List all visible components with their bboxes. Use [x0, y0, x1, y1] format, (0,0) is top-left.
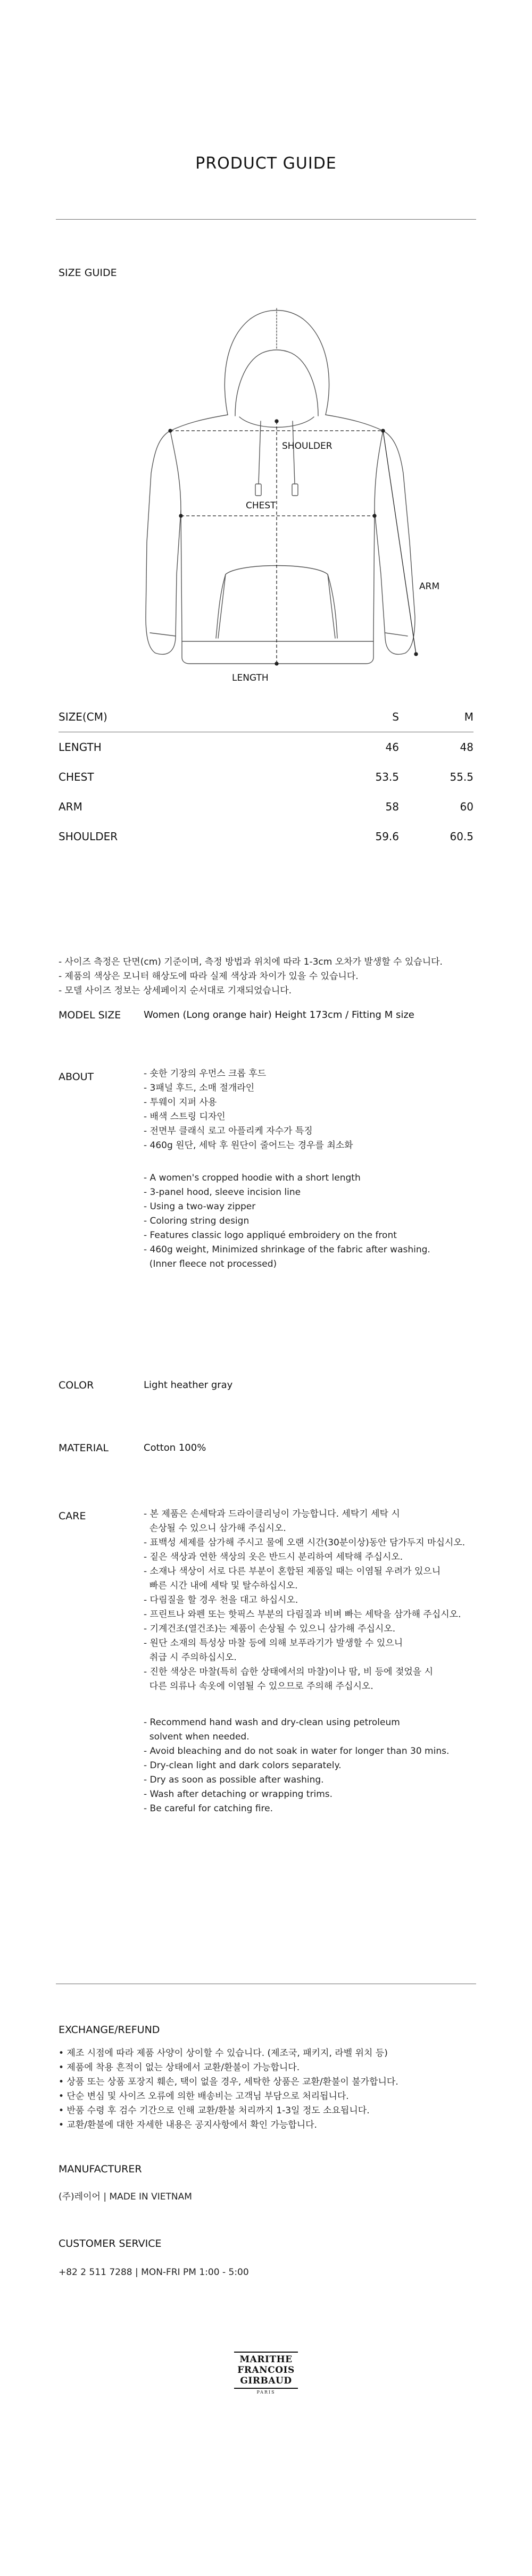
manufacturer-heading: MANUFACTURER: [59, 2163, 142, 2175]
material-value: Cotton 100%: [144, 1442, 206, 1453]
length-label: LENGTH: [232, 673, 269, 683]
shoulder-label: SHOULDER: [282, 441, 332, 451]
size-value: 60.5: [450, 830, 473, 843]
size-table-header: [59, 702, 473, 732]
hood-opening: [235, 350, 318, 416]
customer-service-value: +82 2 511 7288 | MON-FRI PM 1:00 - 5:00: [59, 2267, 249, 2278]
note-line: - 제품의 색상은 모니터 해상도에 따라 실제 색상과 차이가 있을 수 있습니다.: [59, 971, 359, 982]
care-line: - Dry-clean light and dark colors separately.: [144, 1760, 342, 1771]
logo-sub: PARIS: [256, 2390, 276, 2395]
body-left: [146, 415, 228, 654]
care-line: - Be careful for catching fire.: [144, 1803, 273, 1814]
size-guide-heading: SIZE GUIDE: [59, 267, 117, 279]
care-line: solvent when needed.: [144, 1732, 250, 1742]
body-right: [326, 415, 415, 654]
hem: [182, 638, 373, 664]
table-row: [59, 792, 473, 822]
care-line: - 소재나 색상이 서로 다른 부분이 혼합된 제품일 때는 이염될 우려가 있으니: [144, 1566, 441, 1577]
note-line: - 모델 사이즈 정보는 상세페이지 순서대로 기재되었습니다.: [59, 985, 292, 996]
care-line: - 기계건조(열건조)는 제품이 손상될 수 있으니 삼가해 주십시오.: [144, 1624, 396, 1634]
list-item: • 반품 수령 후 검수 기간으로 인해 교환/환불 처리까지 1-3일 정도 소요됩니다.: [59, 2105, 370, 2116]
logo-line: MARITHE: [234, 2352, 298, 2365]
care-english: [144, 1716, 473, 1816]
care-line: 손상될 수 있으니 삼가해 주십시오.: [144, 1523, 286, 1534]
about-line: - Coloring string design: [144, 1216, 250, 1226]
size-header-cell: SIZE(CM): [59, 710, 107, 723]
exchange-refund-list: [59, 2046, 479, 2132]
arm-measure-line: [383, 431, 416, 654]
arm-label: ARM: [419, 581, 440, 592]
about-line: - 3-panel hood, sleeve incision line: [144, 1187, 301, 1198]
about-line: - 3패널 후드, 소매 절개라인: [144, 1083, 255, 1093]
table-row: [59, 732, 473, 762]
logo-line: GIRBAUD: [234, 2376, 298, 2389]
about-english: [144, 1171, 473, 1272]
row-label: LENGTH: [59, 741, 102, 754]
brand-logo: [234, 2352, 298, 2396]
care-line: - 원단 소재의 특성상 마찰 등에 의해 보푸라기가 발생할 수 있으니: [144, 1638, 403, 1649]
about-line: - A women's cropped hoodie with a short length: [144, 1173, 361, 1183]
care-line: 빠른 시간 내에 세탁 및 탈수하십시오.: [144, 1580, 298, 1591]
care-line: - 짙은 색상과 연한 색상의 옷은 반드시 분리하여 세탁해 주십시오.: [144, 1552, 403, 1562]
care-line: - Dry as soon as possible after washing.: [144, 1775, 324, 1785]
size-value: 46: [385, 741, 399, 754]
about-line: - 투웨이 지퍼 사용: [144, 1097, 217, 1108]
table-row: [59, 762, 473, 792]
list-item: • 상품 또는 상품 포장지 훼손, 택이 없을 경우, 세탁한 상품은 교환/환불이 불가합니다.: [59, 2077, 398, 2087]
care-label: CARE: [59, 1510, 86, 1522]
size-header-cell: S: [392, 710, 399, 723]
about-line: - 460g weight, Minimized shrinkage of the fabric after washing.: [144, 1244, 430, 1255]
care-line: - 다림질을 할 경우 천을 대고 하십시오.: [144, 1595, 298, 1605]
about-line: - 460g 원단, 세탁 후 원단이 줄어드는 경우를 최소화: [144, 1140, 353, 1151]
hoodie-size-diagram: [96, 298, 447, 691]
about-line: - 전면부 클래식 로고 아플리케 자수가 특징: [144, 1126, 313, 1136]
customer-service-heading: CUSTOMER SERVICE: [59, 2238, 162, 2249]
material-label: MATERIAL: [59, 1442, 109, 1454]
size-notes: [59, 955, 443, 998]
model-size-value: Women (Long orange hair) Height 173cm / Fitting M size: [144, 1009, 414, 1021]
size-value: 60: [460, 800, 473, 813]
care-line: - Recommend hand wash and dry-clean using petroleum: [144, 1717, 400, 1728]
manufacturer-value: (주)레이어 | MADE IN VIETNAM: [59, 2192, 192, 2202]
row-label: CHEST: [59, 771, 94, 783]
note-line: - 사이즈 측정은 단면(cm) 기준이며, 측정 방법과 위치에 따라 1-3cm 오차가 발생할 수 있습니다.: [59, 957, 443, 967]
care-line: - 프린트나 와펜 또는 핫픽스 부분의 다림질과 비벼 빠는 세탁을 삼가해 주십시오.: [144, 1609, 461, 1620]
divider: [56, 219, 476, 220]
about-line: - 배색 스트링 디자인: [144, 1111, 226, 1122]
care-line: - Wash after detaching or wrapping trims.: [144, 1789, 333, 1800]
model-size-label: MODEL SIZE: [59, 1009, 121, 1021]
drawstring-left: [259, 421, 261, 484]
color-label: COLOR: [59, 1379, 94, 1391]
size-value: 59.6: [375, 830, 399, 843]
list-item: • 제품에 착용 흔적이 없는 상태에서 교환/환불이 가능합니다.: [59, 2062, 300, 2073]
size-value: 53.5: [375, 771, 399, 783]
care-korean: [144, 1507, 473, 1694]
row-label: ARM: [59, 800, 82, 813]
care-line: - 본 제품은 손세탁과 드라이클리닝이 가능합니다. 세탁기 세탁 시: [144, 1509, 400, 1519]
care-line: 다른 의류나 속옷에 이염될 수 있으므로 주의해 주십시오.: [144, 1681, 373, 1692]
row-label: SHOULDER: [59, 830, 118, 843]
size-value: 48: [460, 741, 473, 754]
care-line: - 진한 색상은 마찰(특히 습한 상태에서의 마찰)이나 땀, 비 등에 젖었을 시: [144, 1667, 434, 1677]
about-line: - 숏한 기장의 우먼스 크롭 후드: [144, 1068, 267, 1079]
size-value: 58: [385, 800, 399, 813]
care-line: - 표백성 세제를 삼가해 주시고 물에 오랜 시간(30분이상)동안 담가두지 마십시오.: [144, 1537, 466, 1548]
list-item: • 교환/환불에 대한 자세한 내용은 공지사항에서 확인 가능합니다.: [59, 2120, 317, 2130]
size-header-cell: M: [464, 710, 473, 723]
about-line: - Using a two-way zipper: [144, 1201, 256, 1212]
exchange-refund-heading: EXCHANGE/REFUND: [59, 2024, 160, 2036]
logo-line: FRANCOIS: [237, 2365, 295, 2376]
care-line: - Avoid bleaching and do not soak in water for longer than 30 mins.: [144, 1746, 450, 1757]
list-item: • 제조 시점에 따라 제품 사양이 상이할 수 있습니다. (제조국, 패키지, 라벨 위치 등): [59, 2048, 388, 2059]
care-line: 취급 시 주의하십시오.: [144, 1652, 237, 1663]
size-value: 55.5: [450, 771, 473, 783]
about-korean: [144, 1067, 473, 1153]
about-line: - Features classic logo appliqué embroidery on the front: [144, 1230, 397, 1241]
about-line: (Inner fleece not processed): [144, 1259, 277, 1269]
chest-label: CHEST: [246, 500, 276, 511]
list-item: • 단순 변심 및 사이즈 오류에 의한 배송비는 고객님 부담으로 처리됩니다.: [59, 2091, 349, 2102]
table-row: [59, 822, 473, 851]
page-title: PRODUCT GUIDE: [195, 154, 337, 173]
about-label: ABOUT: [59, 1071, 94, 1083]
color-value: Light heather gray: [144, 1379, 233, 1391]
size-table: [59, 702, 473, 851]
